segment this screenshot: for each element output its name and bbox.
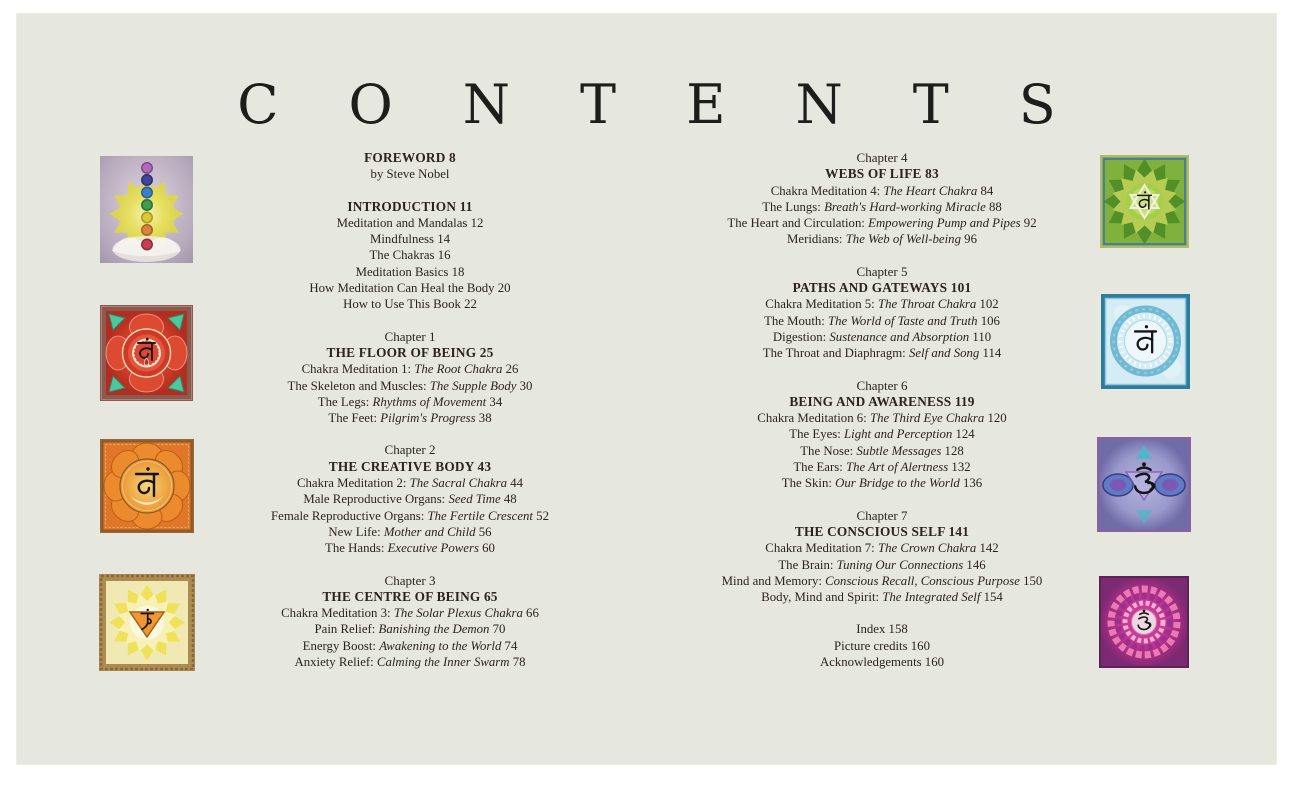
book-page	[16, 13, 1277, 765]
toc-entry: The Heart and Circulation: Empowering Pump and Pipes 92	[727, 216, 1037, 231]
sacral-chakra-image	[100, 439, 194, 533]
section-chapter-1	[240, 329, 580, 427]
toc-entry: Pain Relief: Banishing the Demon 70	[314, 622, 506, 637]
crown-chakra-image	[1099, 576, 1189, 668]
third-eye-chakra-image	[1097, 437, 1191, 532]
toc-entry: Male Reproductive Organs: Seed Time 48	[303, 492, 517, 507]
section-foreword	[240, 150, 580, 183]
toc-entry: Chakra Meditation 7: The Crown Chakra 142	[765, 541, 999, 556]
throat-chakra-image	[1101, 294, 1190, 389]
section-heading: THE CREATIVE BODY 43	[328, 458, 492, 474]
toc-entry: The Nose: Subtle Messages 128	[800, 443, 964, 458]
section-heading: BEING AND AWARENESS 119	[789, 393, 975, 409]
root-chakra-image	[100, 305, 193, 401]
toc-entry: Mindfulness 14	[370, 232, 450, 247]
toc-entry: The Lungs: Breath's Hard-working Miracle 88	[762, 199, 1002, 214]
toc-left-column	[240, 150, 580, 686]
toc-entry: New Life: Mother and Child 56	[328, 524, 492, 539]
toc-right-column	[712, 150, 1052, 686]
section-heading: INTRODUCTION 11	[347, 198, 473, 214]
chapter-label: Chapter 2	[384, 442, 436, 458]
section-heading: WEBS OF LIFE 83	[825, 166, 939, 182]
toc-entry: The Eyes: Light and Perception 124	[789, 427, 975, 442]
toc-entry: Chakra Meditation 2: The Sacral Chakra 44	[296, 476, 524, 491]
contents-title: CONTENTS	[237, 73, 1126, 136]
toc-entry: by Steve Nobel	[370, 167, 450, 182]
toc-entry: Digestion: Sustenance and Absorption 110	[772, 329, 992, 344]
toc-entry: Energy Boost: Awakening to the World 74	[302, 638, 518, 653]
toc-entry: Anxiety Relief: Calming the Inner Swarm 78	[294, 655, 526, 670]
toc-entry: The Hands: Executive Powers 60	[325, 541, 495, 556]
toc-entry: The Legs: Rhythms of Movement 34	[317, 394, 503, 409]
toc-entry: The Skeleton and Muscles: The Supple Body 30	[287, 378, 533, 393]
toc-entry: Chakra Meditation 5: The Throat Chakra 102	[765, 297, 999, 312]
chapter-label: Chapter 4	[856, 150, 908, 165]
toc-entry: Meditation Basics 18	[355, 264, 465, 279]
toc-entry: How Meditation Can Heal the Body 20	[309, 281, 511, 296]
toc-entry: Index 158	[856, 622, 908, 637]
section-chapter-4	[712, 150, 1052, 248]
section-back-matter	[712, 621, 1052, 670]
toc-entry: Mind and Memory: Conscious Recall, Conscious Purpose 150	[721, 573, 1043, 588]
chapter-label: Chapter 3	[384, 572, 436, 588]
toc-entry: Picture credits 160	[834, 638, 930, 653]
section-chapter-7	[712, 508, 1052, 606]
meditation-figure-image	[100, 156, 193, 263]
toc-entry: The Ears: The Art of Alertness 132	[793, 460, 971, 475]
toc-entry: Chakra Meditation 4: The Heart Chakra 84	[770, 183, 994, 198]
section-chapter-5	[712, 264, 1052, 362]
toc-entry: Chakra Meditation 6: The Third Eye Chakra 120	[757, 411, 1007, 426]
toc-entry: Chakra Meditation 3: The Solar Plexus Chakra 66	[281, 606, 539, 621]
toc-entry: Body, Mind and Spirit: The Integrated Self 154	[761, 590, 1003, 605]
solar-plexus-chakra-image	[99, 574, 195, 671]
section-heading: FOREWORD 8	[364, 150, 456, 165]
toc-entry: The Chakras 16	[369, 248, 451, 263]
chapter-label: Chapter 6	[856, 377, 908, 393]
toc-entry: The Throat and Diaphragm: Self and Song 114	[762, 346, 1002, 361]
section-heading: THE CONSCIOUS SELF 141	[794, 523, 970, 539]
heart-chakra-image	[1100, 155, 1189, 248]
section-heading: PATHS AND GATEWAYS 101	[792, 280, 972, 296]
section-introduction	[240, 199, 580, 313]
toc-entry: The Brain: Tuning Our Connections 146	[778, 557, 986, 572]
toc-entry: The Mouth: The World of Taste and Truth 106	[764, 313, 1000, 328]
section-heading: THE FLOOR OF BEING 25	[326, 344, 494, 360]
section-chapter-3	[240, 573, 580, 671]
toc-entry: The Feet: Pilgrim's Progress 38	[328, 411, 492, 426]
toc-entry: Female Reproductive Organs: The Fertile Crescent 52	[271, 508, 549, 523]
toc-entry: The Skin: Our Bridge to the World 136	[781, 476, 983, 491]
section-heading: THE CENTRE OF BEING 65	[322, 588, 498, 604]
section-chapter-6	[712, 378, 1052, 492]
toc-entry: How to Use This Book 22	[343, 297, 477, 312]
toc-entry: Chakra Meditation 1: The Root Chakra 26	[301, 362, 519, 377]
chapter-label: Chapter 5	[856, 263, 908, 279]
toc-entry: Meditation and Mandalas 12	[336, 215, 484, 230]
toc-entry: Acknowledgements 160	[819, 655, 945, 670]
chapter-label: Chapter 1	[384, 328, 436, 344]
toc-entry: Meridians: The Web of Well-being 96	[787, 232, 977, 247]
chapter-label: Chapter 7	[856, 507, 908, 523]
section-chapter-2	[240, 442, 580, 556]
